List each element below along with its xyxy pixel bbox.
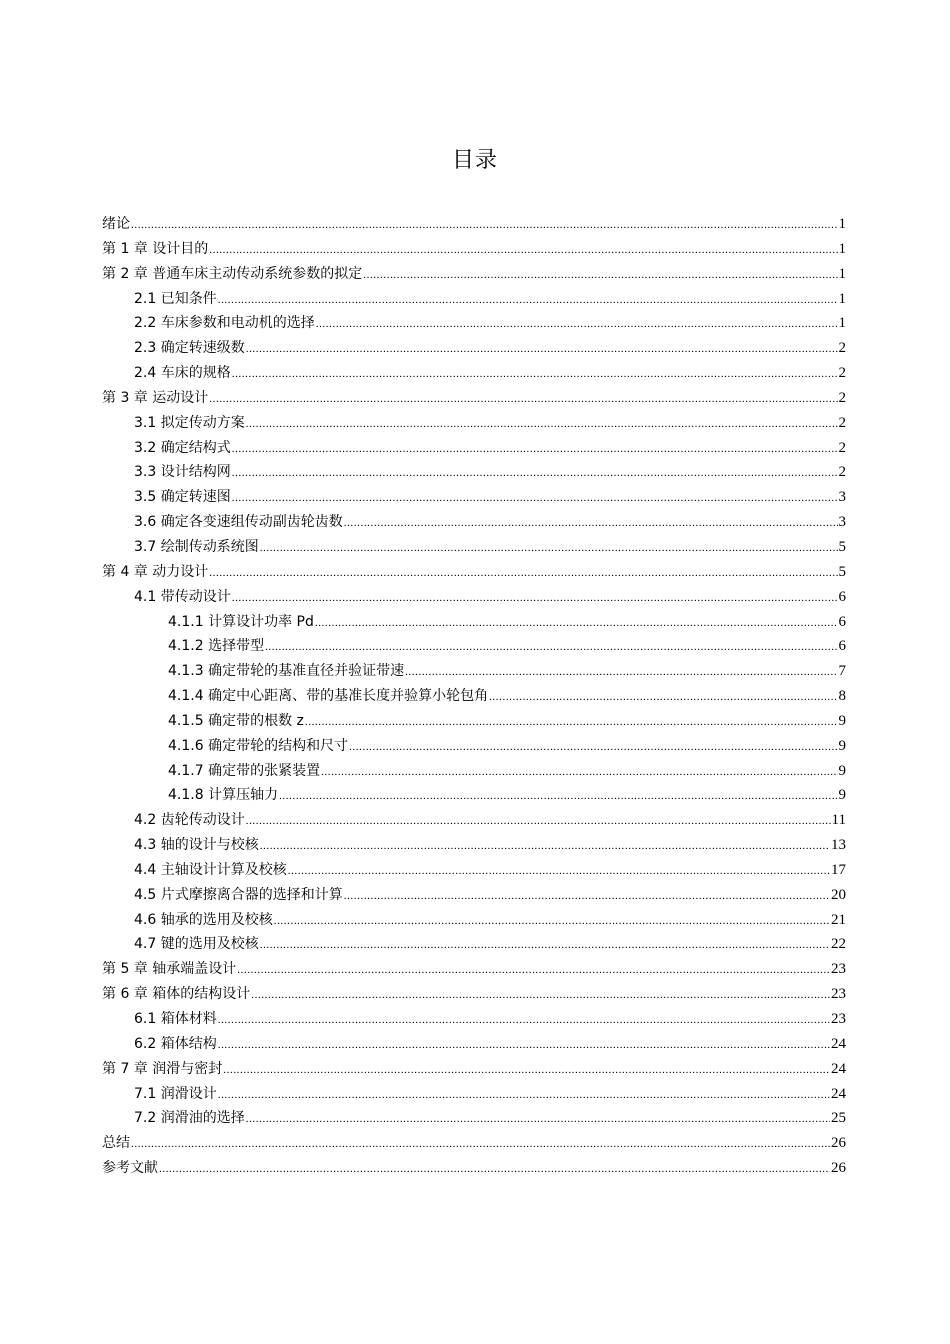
toc-entry-page-number: 24	[831, 1085, 846, 1102]
toc-entry-title: 4.1.4 确定中心距离、带的基准长度并验算小轮包角	[168, 688, 489, 705]
dot-leader	[159, 1157, 830, 1182]
dot-leader	[344, 884, 830, 909]
toc-entry-page-number: 1	[838, 290, 846, 307]
dot-leader	[223, 1058, 830, 1083]
toc-entry-title: 4.1.1 计算设计功率 Pd	[168, 613, 314, 630]
toc-entry-title: 2.3 确定转速级数	[134, 340, 245, 357]
toc-entry[interactable]	[102, 1007, 846, 1032]
toc-entry-page-number: 22	[831, 936, 846, 953]
toc-entry-title: 第 4 章 动力设计	[102, 563, 209, 580]
dot-leader	[237, 958, 830, 983]
toc-entry-page-number: 7	[838, 663, 846, 680]
dot-leader	[232, 486, 838, 511]
toc-entry-title: 4.2 齿轮传动设计	[134, 812, 245, 829]
toc-entry-title: 第 6 章 箱体的结构设计	[102, 986, 251, 1003]
toc-entry-page-number: 6	[838, 638, 846, 655]
toc-entry-title: 总结	[102, 1135, 130, 1152]
toc-entry-page-number: 25	[831, 1110, 846, 1127]
dot-leader	[232, 461, 838, 486]
dot-leader	[260, 933, 830, 958]
toc-entry-title: 4.4 主轴设计计算及校核	[134, 861, 287, 878]
toc-entry[interactable]	[102, 212, 846, 237]
toc-entry-page-number: 6	[838, 588, 846, 605]
toc-entry-page-number: 9	[838, 737, 846, 754]
dot-leader	[218, 288, 838, 313]
toc-entry-title: 第 3 章 运动设计	[102, 389, 209, 406]
dot-leader	[265, 635, 837, 660]
toc-entry-page-number: 9	[838, 762, 846, 779]
toc-entry-title: 第 2 章 普通车床主动传动系统参数的拟定	[102, 265, 363, 282]
toc-entry[interactable]	[102, 311, 846, 336]
toc-entry-title: 4.1 带传动设计	[134, 588, 231, 605]
toc-entry[interactable]	[102, 783, 846, 808]
toc-entry-title: 2.1 已知条件	[134, 290, 217, 307]
toc-entry-title: 3.6 确定各变速组传动副齿轮齿数	[134, 514, 343, 531]
toc-entry[interactable]	[102, 436, 846, 461]
toc-entry-title: 7.1 润滑设计	[134, 1085, 217, 1102]
toc-entry[interactable]	[102, 957, 846, 982]
toc-entry-title: 3.3 设计结构网	[134, 464, 231, 481]
toc-entry-title: 4.1.6 确定带轮的结构和尺寸	[168, 737, 349, 754]
toc-entry-page-number: 2	[838, 439, 846, 456]
dot-leader	[218, 1033, 830, 1058]
toc-entry[interactable]	[102, 610, 846, 635]
toc-entry-page-number: 23	[831, 1011, 846, 1027]
dot-leader	[305, 710, 838, 735]
dot-leader	[315, 611, 838, 636]
dot-leader	[363, 263, 837, 288]
dot-leader	[131, 1132, 830, 1157]
toc-entry-title: 7.2 润滑油的选择	[134, 1110, 245, 1127]
toc-entry[interactable]	[102, 709, 846, 734]
dot-leader	[321, 760, 837, 785]
toc-entry-page-number: 6	[838, 613, 846, 630]
toc-entry[interactable]	[102, 1032, 846, 1057]
toc-entry[interactable]	[102, 659, 846, 684]
toc-entry-title: 绪论	[102, 216, 130, 232]
dot-leader	[349, 735, 837, 760]
dot-leader	[405, 660, 837, 685]
toc-entry[interactable]	[102, 535, 846, 560]
toc-entry[interactable]	[102, 634, 846, 659]
toc-entry-title: 4.3 轴的设计与校核	[134, 837, 259, 854]
toc-entry-title: 3.2 确定结构式	[134, 439, 231, 456]
toc-entry-page-number: 2	[838, 340, 846, 357]
toc-entry-title: 4.1.8 计算压轴力	[168, 787, 279, 804]
dot-leader	[260, 834, 830, 859]
toc-entry[interactable]	[102, 808, 846, 833]
toc-entry[interactable]	[102, 932, 846, 957]
toc-entry-page-number: 3	[838, 514, 846, 531]
dot-leader	[251, 983, 830, 1008]
table-of-contents	[102, 212, 846, 1181]
toc-entry-page-number: 26	[831, 1160, 846, 1177]
dot-leader	[209, 561, 837, 586]
toc-entry-title: 4.1.7 确定带的张紧装置	[168, 762, 321, 779]
toc-entry[interactable]	[102, 287, 846, 312]
dot-leader	[232, 362, 838, 387]
dot-leader	[316, 312, 838, 337]
toc-entry[interactable]	[102, 1057, 846, 1082]
toc-entry-page-number: 5	[838, 563, 846, 580]
page-title: 目录	[451, 148, 498, 173]
toc-entry[interactable]	[102, 336, 846, 361]
toc-entry[interactable]	[102, 858, 846, 883]
toc-entry[interactable]	[102, 883, 846, 908]
toc-entry[interactable]	[102, 1106, 846, 1131]
toc-entry-page-number: 17	[831, 861, 846, 878]
toc-entry-page-number: 8	[838, 688, 846, 705]
toc-entry-title: 6.1 箱体材料	[134, 1011, 217, 1027]
toc-entry[interactable]	[102, 262, 846, 287]
toc-entry-title: 4.6 轴承的选用及校核	[134, 911, 273, 928]
dot-leader	[209, 387, 837, 412]
toc-entry-page-number: 24	[831, 1060, 846, 1077]
toc-entry-title: 3.7 绘制传动系统图	[134, 538, 259, 555]
toc-entry[interactable]	[102, 485, 846, 510]
toc-entry[interactable]	[102, 1082, 846, 1107]
toc-entry-title: 4.1.3 确定带轮的基准直径并验证带速	[168, 663, 405, 680]
toc-entry-page-number: 9	[838, 712, 846, 729]
toc-entry-title: 4.7 键的选用及校核	[134, 936, 259, 953]
toc-entry-page-number: 2	[838, 365, 846, 382]
toc-entry-title: 第 5 章 轴承端盖设计	[102, 961, 237, 978]
toc-entry-page-number: 23	[831, 986, 846, 1003]
dot-leader	[288, 859, 830, 884]
toc-entry[interactable]	[102, 982, 846, 1007]
toc-entry-page-number: 5	[838, 538, 846, 555]
dot-leader	[232, 586, 838, 611]
dot-leader	[279, 784, 837, 809]
toc-entry-title: 4.5 片式摩擦离合器的选择和计算	[134, 886, 343, 903]
dot-leader	[218, 1008, 830, 1033]
toc-entry[interactable]	[102, 908, 846, 933]
toc-entry[interactable]	[102, 237, 846, 262]
toc-entry-page-number: 1	[838, 315, 846, 332]
dot-leader	[344, 511, 838, 536]
toc-entry-title: 3.1 拟定传动方案	[134, 414, 245, 431]
toc-entry-page-number: 20	[831, 886, 846, 903]
dot-leader	[232, 437, 838, 462]
toc-entry[interactable]	[102, 386, 846, 411]
toc-entry[interactable]	[102, 833, 846, 858]
dot-leader	[274, 909, 830, 934]
toc-entry-page-number: 24	[831, 1035, 846, 1052]
toc-entry-title: 第 1 章 设计目的	[102, 240, 209, 257]
toc-entry[interactable]	[102, 510, 846, 535]
toc-entry-title: 4.1.5 确定带的根数 z	[168, 712, 304, 729]
toc-entry[interactable]	[102, 411, 846, 436]
toc-entry-title: 2.4 车床的规格	[134, 365, 231, 382]
toc-entry-page-number: 13	[831, 837, 846, 854]
toc-entry-page-number: 2	[838, 464, 846, 481]
toc-entry-title: 6.2 箱体结构	[134, 1035, 217, 1052]
toc-entry[interactable]	[102, 361, 846, 386]
toc-entry[interactable]	[102, 1131, 846, 1156]
dot-leader	[260, 536, 838, 561]
toc-entry[interactable]	[102, 759, 846, 784]
dot-leader	[218, 1083, 830, 1108]
toc-entry-page-number: 21	[831, 911, 846, 928]
dot-leader	[246, 809, 831, 834]
toc-entry-page-number: 26	[831, 1135, 846, 1152]
toc-entry-title: 2.2 车床参数和电动机的选择	[134, 315, 315, 332]
toc-entry-page-number: 1	[838, 265, 846, 282]
toc-entry-page-number: 9	[838, 787, 846, 804]
toc-entry-page-number: 1	[838, 240, 846, 257]
toc-entry-title: 参考文献	[102, 1160, 158, 1177]
toc-entry[interactable]	[102, 585, 846, 610]
toc-entry[interactable]	[102, 560, 846, 585]
toc-entry[interactable]	[102, 684, 846, 709]
toc-entry-page-number: 23	[831, 961, 846, 978]
toc-entry[interactable]	[102, 460, 846, 485]
dot-leader	[246, 412, 838, 437]
toc-entry-page-number: 2	[838, 389, 846, 406]
toc-entry-page-number: 3	[838, 489, 846, 506]
toc-entry[interactable]	[102, 734, 846, 759]
dot-leader	[131, 213, 838, 238]
toc-entry-title: 第 7 章 润滑与密封	[102, 1060, 223, 1077]
toc-entry-page-number: 11	[831, 812, 846, 829]
dot-leader	[246, 1107, 830, 1132]
dot-leader	[246, 337, 838, 362]
toc-entry-title: 4.1.2 选择带型	[168, 638, 265, 655]
toc-entry[interactable]	[102, 1156, 846, 1181]
toc-entry-title: 3.5 确定转速图	[134, 489, 231, 506]
toc-entry-page-number: 1	[838, 216, 846, 232]
toc-entry-page-number: 2	[838, 414, 846, 431]
dot-leader	[489, 685, 837, 710]
dot-leader	[209, 238, 837, 263]
